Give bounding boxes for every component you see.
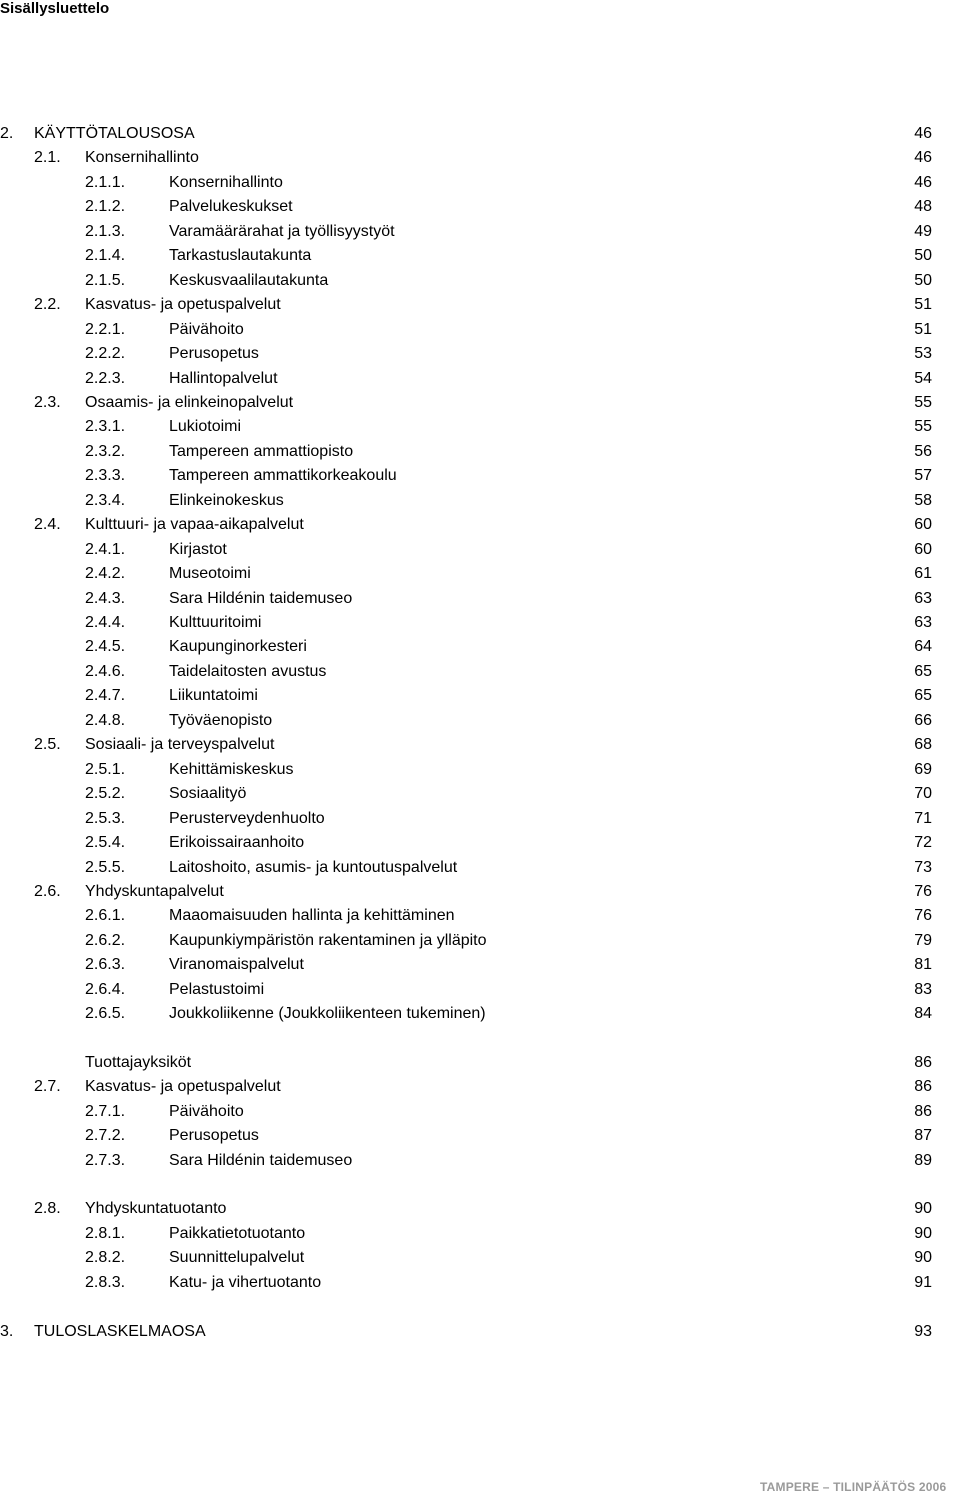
toc-entry-page: 76 [914, 907, 932, 925]
toc-entry-number: 2.3.3. [85, 467, 126, 485]
toc-entry-title: Joukkoliikenne (Joukkoliikenteen tukeminen) [169, 1005, 486, 1023]
toc-entry-page: 54 [914, 369, 932, 387]
toc-entry-number: 2.4. [34, 516, 61, 534]
toc-entry-title: Tarkastuslautakunta [169, 247, 312, 265]
toc-entry[interactable] [0, 513, 960, 537]
toc-entry-number: 2.4.6. [85, 662, 126, 680]
toc-entry-number: 2.4.5. [85, 638, 126, 656]
toc-entry[interactable] [0, 415, 960, 439]
toc-entry-number: 2.6.1. [85, 907, 126, 925]
toc-entry-page: 63 [914, 589, 932, 607]
toc-entry-number: 2.2. [34, 296, 61, 314]
toc-entry-title: Tuottajayksiköt [85, 1054, 192, 1071]
toc-entry-number: 2.5.2. [85, 785, 126, 803]
toc-entry-page: 65 [914, 687, 932, 705]
toc-entry-page: 83 [914, 980, 932, 998]
toc-entry-number: 2.7.3. [85, 1152, 126, 1169]
toc-entry-page: 86 [914, 1103, 932, 1120]
toc-entry-number: 2.8.3. [85, 1274, 126, 1291]
toc-entry-page: 69 [914, 760, 932, 778]
toc-entry-number: 2.4.7. [85, 687, 126, 705]
toc-entry-number: 2.5. [34, 736, 61, 754]
toc-entry-number: 2.2.2. [85, 345, 126, 363]
toc-entry-number: 2.4.8. [85, 711, 126, 729]
toc-entry-title: Kasvatus- ja opetuspalvelut [85, 296, 281, 314]
toc-entry-title: Perusopetus [169, 1127, 259, 1144]
toc-entry-title: Kulttuuritoimi [169, 614, 262, 631]
toc-entry-page: 71 [914, 809, 932, 827]
toc-entry-number: 2.5.3. [85, 809, 126, 827]
toc-entry[interactable] [0, 342, 960, 366]
toc-entry-title: Paikkatietotuotanto [169, 1225, 306, 1242]
toc-entry[interactable] [0, 953, 960, 977]
toc-entry-title: Viranomaispalvelut [169, 956, 304, 974]
toc-entry[interactable] [0, 807, 960, 831]
toc-entry[interactable] [0, 1320, 960, 1344]
toc-entry-title: Yhdyskuntapalvelut [85, 882, 224, 900]
toc-entry-number: 2.6.5. [85, 1005, 126, 1023]
toc-entry-number: 2.4.1. [85, 540, 126, 558]
toc-entry-title: TULOSLASKELMAOSA [34, 1323, 206, 1340]
toc-entry-number: 2.8. [34, 1200, 61, 1217]
toc-entry-title: Maaomaisuuden hallinta ja kehittäminen [169, 907, 455, 925]
toc-entry[interactable] [0, 1271, 960, 1295]
toc-entry-page: 72 [914, 834, 932, 852]
toc-entry-number: 2.7.1. [85, 1103, 126, 1120]
toc-entry[interactable] [0, 733, 960, 757]
toc-entry[interactable] [0, 391, 960, 415]
toc-entry-page: 51 [914, 320, 932, 338]
toc-entry-page: 73 [914, 858, 932, 876]
toc-entry-number: 2.6.3. [85, 956, 126, 974]
toc-entry-number: 2.5.1. [85, 760, 126, 778]
toc-entry-number: 2.3. [34, 393, 61, 411]
toc-entry[interactable] [0, 1124, 960, 1148]
toc-entry[interactable] [0, 220, 960, 244]
toc-entry-title: Varamäärärahat ja työllisyystyöt [169, 222, 395, 240]
toc-entry-title: Osaamis- ja elinkeinopalvelut [85, 393, 294, 411]
toc-entry[interactable] [0, 318, 960, 342]
toc-entry-page: 58 [914, 491, 932, 509]
page-title: Sisällysluettelo [0, 0, 110, 17]
toc-entry[interactable] [0, 856, 960, 880]
toc-entry-title: Kaupunkiympäristön rakentaminen ja ylläpito [169, 931, 487, 949]
toc-entry-page: 90 [914, 1200, 932, 1217]
toc-entry-title: Lukiotoimi [169, 418, 242, 436]
toc-entry-title: Konsernihallinto [85, 149, 199, 167]
toc-entry-title: KÄYTTÖTALOUSOSA [34, 125, 195, 142]
toc-entry-page: 86 [914, 1078, 932, 1095]
toc-entry-page: 46 [914, 149, 932, 167]
toc-entry-page: 79 [914, 931, 932, 949]
toc-entry-page: 46 [914, 125, 932, 142]
toc-entry-number: 2.8.2. [85, 1249, 126, 1266]
toc-entry-number: 2.2.3. [85, 369, 126, 387]
toc-entry-page: 84 [914, 1005, 932, 1023]
toc-entry[interactable] [0, 538, 960, 562]
toc-entry-title: Suunnittelupalvelut [169, 1249, 305, 1266]
toc-entry-title: Museotoimi [169, 565, 251, 583]
toc-entry[interactable] [0, 929, 960, 953]
toc-entry-number: 2.5.5. [85, 858, 126, 876]
toc-entry[interactable] [0, 1051, 960, 1075]
footer-text: TAMPERE – TILINPÄÄTÖS 2006 [760, 1480, 947, 1494]
toc-entry-page: 76 [914, 882, 932, 900]
toc-entry-page: 57 [914, 467, 932, 485]
toc-entry-title: Tampereen ammattiopisto [169, 442, 354, 460]
toc-entry[interactable] [0, 293, 960, 317]
toc-entry[interactable] [0, 880, 960, 904]
toc-entry-page: 86 [914, 1054, 932, 1071]
toc-entry[interactable] [0, 660, 960, 684]
toc-entry[interactable] [0, 758, 960, 782]
toc-entry-number: 2.6.4. [85, 980, 126, 998]
toc-entry-page: 50 [914, 271, 932, 289]
toc-entry-title: Kulttuuri- ja vapaa-aikapalvelut [85, 516, 304, 534]
toc-entry-page: 91 [914, 1274, 932, 1291]
toc-entry-page: 60 [914, 516, 932, 534]
toc-entry[interactable] [0, 367, 960, 391]
toc-entry-page: 55 [914, 393, 932, 411]
toc-entry[interactable] [0, 464, 960, 488]
toc-entry-title: Päivähoito [169, 1103, 244, 1120]
toc-entry-number: 2.7. [34, 1078, 61, 1095]
toc-entry[interactable] [0, 978, 960, 1002]
toc-entry[interactable] [0, 195, 960, 219]
toc-entry[interactable] [0, 831, 960, 855]
toc-entry-page: 81 [914, 956, 932, 974]
toc-entry-number: 2.1.5. [85, 271, 126, 289]
toc-entry-title: Pelastustoimi [169, 980, 265, 998]
toc-entry[interactable] [0, 684, 960, 708]
toc-entry-number: 2.4.4. [85, 614, 126, 631]
toc-entry-number: 2.4.3. [85, 589, 126, 607]
toc-entry-title: Erikoissairaanhoito [169, 834, 305, 852]
toc-entry-page: 90 [914, 1225, 932, 1242]
toc-entry[interactable] [0, 587, 960, 611]
toc-entry-title: Sosiaali- ja terveyspalvelut [85, 736, 275, 754]
toc-entry-title: Taidelaitosten avustus [169, 662, 327, 680]
toc-entry-page: 87 [914, 1127, 932, 1144]
toc-entry[interactable] [0, 1197, 960, 1221]
toc-entry-page: 63 [914, 614, 932, 631]
toc-entry-page: 89 [914, 1152, 932, 1169]
toc-entry[interactable] [0, 904, 960, 928]
toc-entry-page: 68 [914, 736, 932, 754]
toc-entry-title: Perusterveydenhuolto [169, 809, 325, 827]
toc-entry-title: Katu- ja vihertuotanto [169, 1274, 322, 1291]
toc-entry-number: 2.1. [34, 149, 61, 167]
toc-entry-number: 2.1.3. [85, 222, 126, 240]
toc-entry[interactable] [0, 1149, 960, 1173]
toc-entry[interactable] [0, 171, 960, 195]
toc-entry[interactable] [0, 635, 960, 659]
toc-entry-page: 64 [914, 638, 932, 656]
toc-entry-title: Konsernihallinto [169, 173, 283, 191]
toc-entry-title: Yhdyskuntatuotanto [85, 1200, 227, 1217]
toc-entry-number: 2.8.1. [85, 1225, 126, 1242]
toc-entry[interactable] [0, 562, 960, 586]
toc-entry[interactable] [0, 611, 960, 635]
toc-entry-number: 2.1.2. [85, 198, 126, 216]
toc-entry-number: 2. [0, 125, 14, 142]
toc-entry-title: Sara Hildénin taidemuseo [169, 589, 353, 607]
toc-entry[interactable] [0, 1100, 960, 1124]
toc-entry[interactable] [0, 269, 960, 293]
toc-entry-title: Kehittämiskeskus [169, 760, 294, 778]
toc-entry-number: 2.4.2. [85, 565, 126, 583]
toc-entry-title: Kasvatus- ja opetuspalvelut [85, 1078, 281, 1095]
toc-entry[interactable] [0, 1002, 960, 1026]
toc-entry-page: 53 [914, 345, 932, 363]
toc-entry-page: 51 [914, 296, 932, 314]
toc-entry-page: 70 [914, 785, 932, 803]
toc-entry-page: 46 [914, 173, 932, 191]
toc-entry-title: Perusopetus [169, 345, 259, 363]
toc-entry[interactable] [0, 782, 960, 806]
toc-entry-title: Kaupunginorkesteri [169, 638, 307, 656]
toc-entry-title: Elinkeinokeskus [169, 491, 284, 509]
toc-entry-page: 48 [914, 198, 932, 216]
toc-entry-page: 93 [914, 1323, 932, 1340]
toc-entry-title: Keskusvaalilautakunta [169, 271, 329, 289]
toc-entry-number: 2.7.2. [85, 1127, 126, 1144]
toc-entry-number: 2.1.1. [85, 173, 126, 191]
toc-entry-page: 66 [914, 711, 932, 729]
toc-entry-page: 50 [914, 247, 932, 265]
toc-entry-title: Päivähoito [169, 320, 244, 338]
toc-entry-number: 2.3.1. [85, 418, 126, 436]
toc-entry[interactable] [0, 440, 960, 464]
toc-entry-number: 2.3.2. [85, 442, 126, 460]
toc-entry-number: 2.5.4. [85, 834, 126, 852]
toc-entry-title: Sara Hildénin taidemuseo [169, 1152, 353, 1169]
toc-entry-title: Tampereen ammattikorkeakoulu [169, 467, 397, 485]
toc-entry-page: 60 [914, 540, 932, 558]
toc-entry-page: 61 [914, 565, 932, 583]
toc-entry[interactable] [0, 1246, 960, 1270]
toc-entry-number: 3. [0, 1323, 14, 1340]
toc-entry[interactable] [0, 1222, 960, 1246]
toc-entry-page: 56 [914, 442, 932, 460]
toc-entry-title: Työväenopisto [169, 711, 273, 729]
toc-entry-number: 2.6. [34, 882, 61, 900]
toc-entry-page: 65 [914, 662, 932, 680]
toc-entry-number: 2.6.2. [85, 931, 126, 949]
toc-entry-number: 2.1.4. [85, 247, 126, 265]
toc-entry-title: Palvelukeskukset [169, 198, 293, 216]
toc-entry-title: Laitoshoito, asumis- ja kuntoutuspalvelut [169, 858, 458, 876]
toc-entry[interactable] [0, 244, 960, 268]
toc-entry[interactable] [0, 1075, 960, 1099]
toc-entry-number: 2.2.1. [85, 320, 126, 338]
toc-entry[interactable] [0, 146, 960, 170]
toc-entry[interactable] [0, 122, 960, 146]
toc-entry-title: Hallintopalvelut [169, 369, 278, 387]
toc-entry-number: 2.3.4. [85, 491, 126, 509]
toc-entry-page: 55 [914, 418, 932, 436]
toc-entry-title: Liikuntatoimi [169, 687, 258, 705]
toc-entry-title: Sosiaalityö [169, 785, 247, 803]
toc-entry[interactable] [0, 709, 960, 733]
toc-entry[interactable] [0, 489, 960, 513]
toc-entry-page: 90 [914, 1249, 932, 1266]
toc-entry-title: Kirjastot [169, 540, 227, 558]
toc-entry-page: 49 [914, 222, 932, 240]
